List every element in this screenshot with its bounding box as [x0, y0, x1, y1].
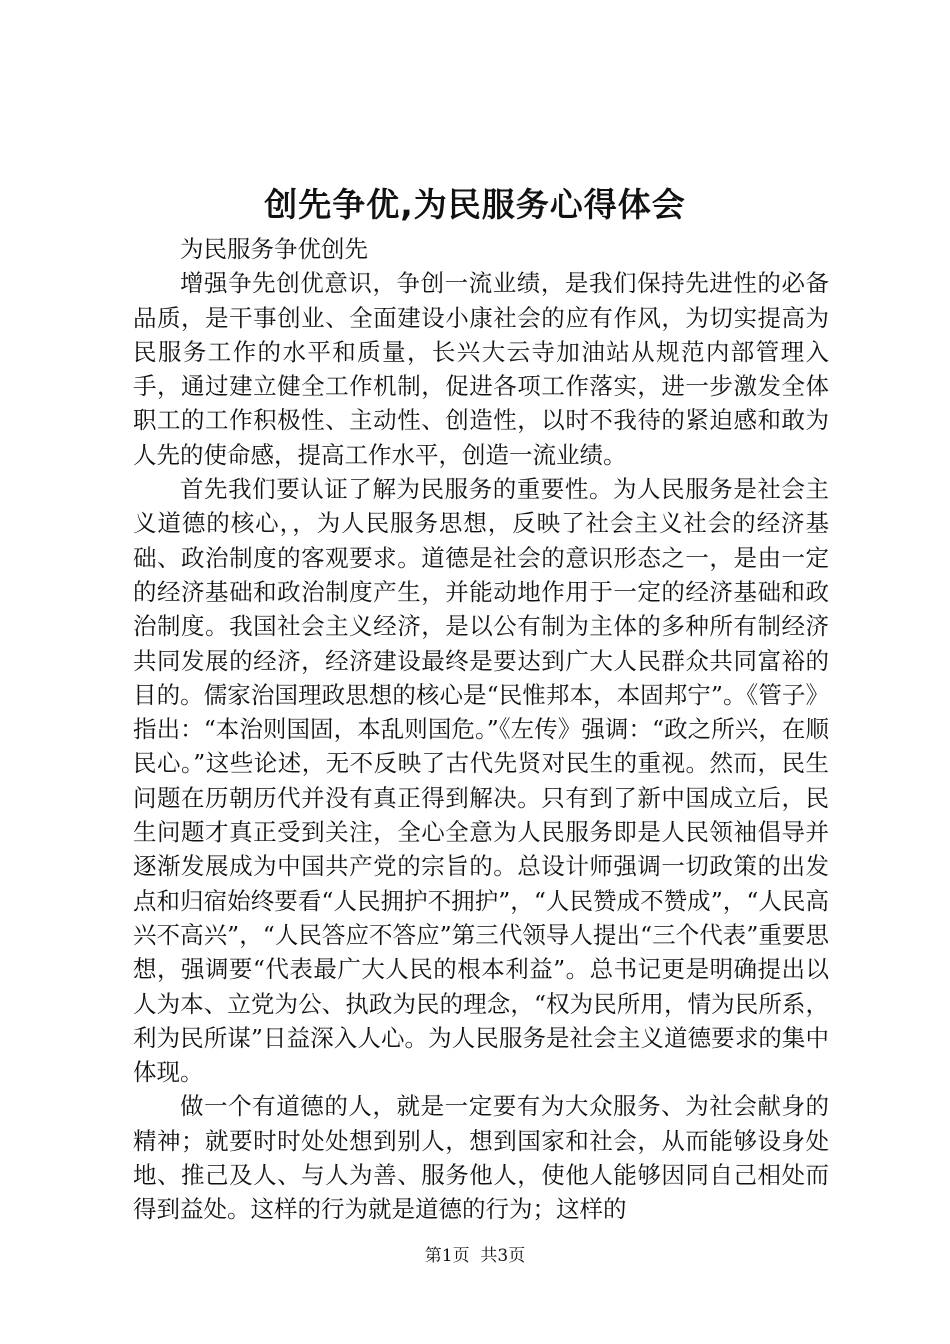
paragraph: 做一个有道德的人，就是一定要有为大众服务、为社会献身的精神；就要时时处处想到别人，想到国家和社会，从而能够设身处地、推己及人、与人为善、服务他人，使他人能够因同自己相处而得到益处。这样的行为就是道德的行为；这样的 [133, 1092, 829, 1224]
page-number-label: 第1页 共3页 [424, 1246, 526, 1266]
document-title: 创先争优,为民服务心得体会 [264, 185, 686, 224]
document-body [133, 232, 829, 1227]
paragraph: 增强争先创优意识，争创一流业绩，是我们保持先进性的必备品质，是干事创业、全面建设小康社会的应有作风，为切实提高为民服务工作的水平和质量，长兴大云寺加油站从规范内部管理入手，通过建立健全工作机制，促进各项工作落实，进一步激发全体职工的工作积极性、主动性、创造性，以时不我待的紧迫感和敢为人先的使命感，提高工作水平，创造一流业绩。 [133, 269, 829, 469]
paragraph-subtitle: 为民服务争优创先 [180, 235, 368, 263]
paragraph: 首先我们要认证了解为民服务的重要性。为人民服务是社会主义道德的核心，，为人民服务思想，反映了社会主义社会的经济基础、政治制度的客观要求。道德是社会的意识形态之一，是由一定的经济基础和政治制度产生，并能动地作用于一定的经济基础和政治制度。我国社会主义经济，是以公有制为主体的多种所有制经济共同发展的经济，经济建设最终是要达到广大人民群众共同富裕的目的。儒家治国理政思想的核心是“民惟邦本，本固邦宁”。《管子》指出：“本治则国固，本乱则国危。”《左传》强调：“政之所兴，在顺民心。”这些论述，无不反映了古代先贤对民生的重视。然而，民生问题在历朝历代并没有真正得到解决。只有到了新中国成立后，民生问题才真正受到关注，全心全意为人民服务即是人民领袖倡导并逐渐发展成为中国共产党的宗旨的。总设计师强调一切政策的出发点和归宿始终要看“人民拥护不拥护”，“人民赞成不赞成”，“人民高兴不高兴”，“人民答应不答应”第三代领导人提出“三个代表”重要思想，强调要“代表最广大人民的根本利益”。总书记更是明确提出以人为本、立党为公、执政为民的理念，“权为民所用，情为民所系，利为民所谋”日益深入人心。为人民服务是社会主义道德要求的集中体现。 [133, 475, 829, 1087]
page-footer [0, 1245, 950, 1267]
